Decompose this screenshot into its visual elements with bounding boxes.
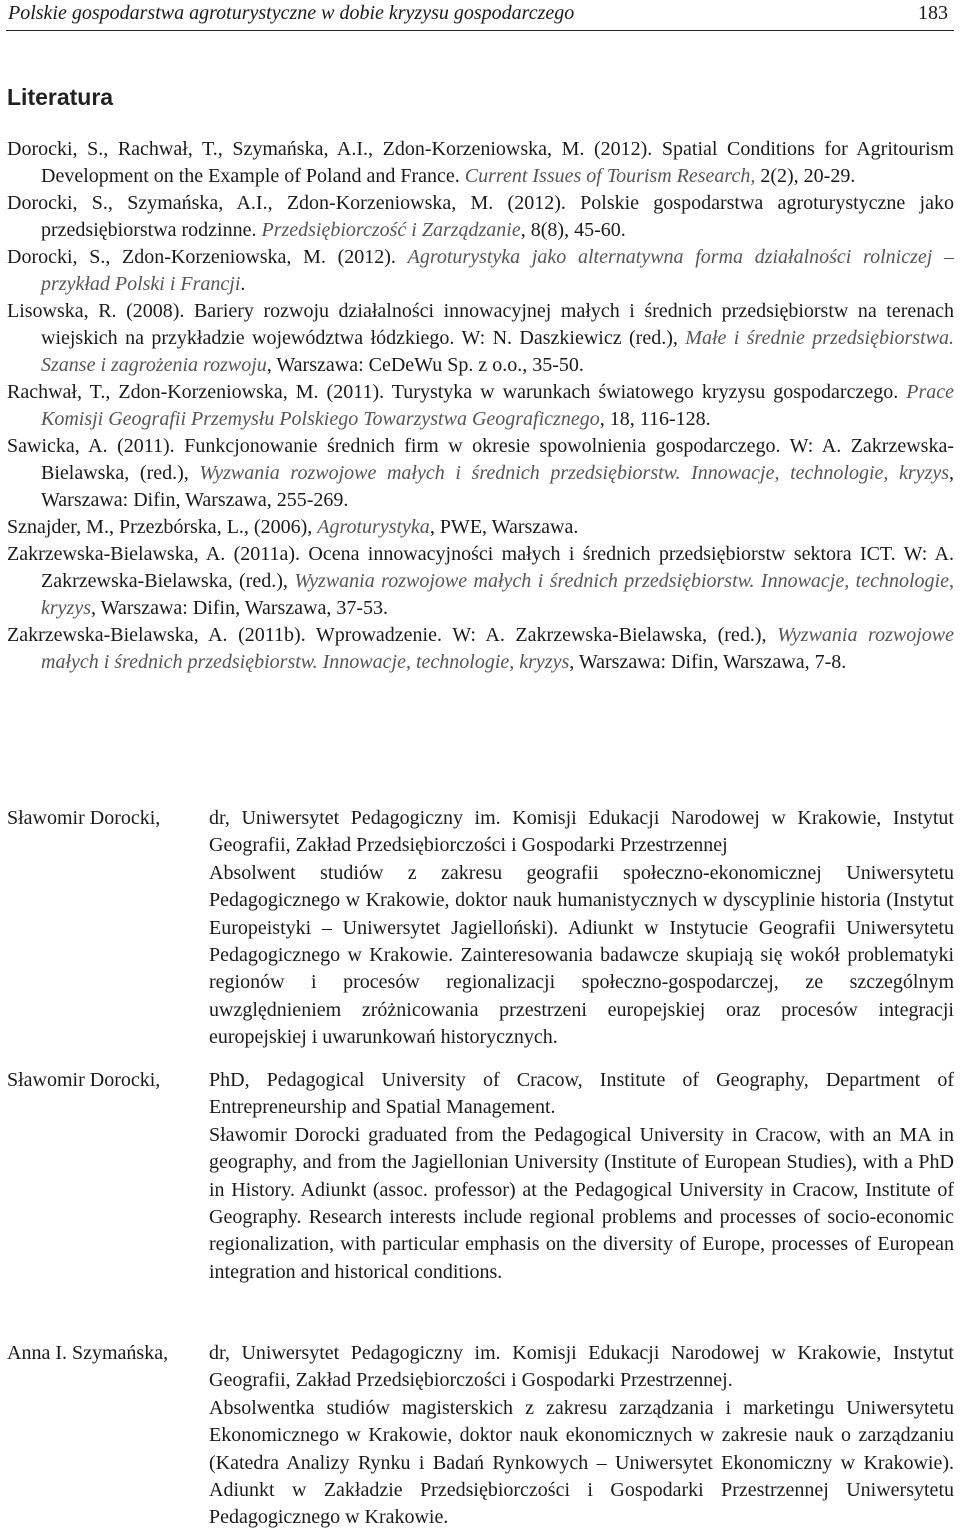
author-bio-text [209,1340,954,1532]
reference-entry: Dorocki, S., Zdon-Korzeniowska, M. (2012). Agroturystyka jako alternatywna forma działalności rolniczej – przykład Polski i Francji. [7,246,954,295]
reference-entry: Dorocki, S., Szymańska, A.I., Zdon-Korzeniowska, M. (2012). Polskie gospodarstwa agroturystyczne jako przedsiębiorstwa rodzinne. Przedsiębiorczość i Zarządzanie, 8(8), 45-60. [7,192,954,241]
author-description: Sławomir Dorocki graduated from the Pedagogical University in Cracow, with an MA in geography, and from the Jagiellonian University (Institute of European Studies), with a PhD in History. Adiunkt (assoc. professor) at the Pedagogical University in Cracow, Institute of Geography. Research interests include regional problems and processes of socio-economic regionalization, with particular emphasis on the diversity of Europe, processes of European integration and historical conditions. [209,1123,954,1283]
author-affiliation: dr, Uniwersytet Pedagogiczny im. Komisji Edukacji Narodowej w Krakowie, Instytut Geografii, Zakład Przedsiębiorczości i Gospodarki Przestrzennej [209,807,954,857]
author-name: Sławomir Dorocki, [7,807,161,829]
author-description: Absolwentka studiów magisterskich z zakresu zarządzania i marketingu Uniwersytetu Ekonomicznego w Krakowie, doktor nauk ekonomicznych w zakresie nauk o zarządzaniu (Katedra Analizy Rynku i Badań Rynkowych – Uniwersytet Ekonomiczny w Krakowie). Adiunkt w Zakładzie Przedsiębiorczości i Gospodarki Przestrzennej Uniwersytetu Pedagogicznego w Krakowie. [209,1396,954,1529]
author-description: Absolwent studiów z zakresu geografii społeczno-ekonomicznej Uniwersytetu Pedagogicznego w Krakowie, doktor nauk humanistycznych w dyscyplinie historia (Instytut Europeistyki – Uniwersytet Jagielloński). Adiunkt w Instytucie Geografii Uniwersytetu Pedagogicznego w Krakowie. Zainteresowania badawcze skupiają się wokół problematyki regionów i procesów regionalizacji społeczno-gospodarczej, ze szczególnym uwzględnieniem zróżnicowania przestrzeni europejskiej oraz procesów integracji europejskiej i uwarunkowań historycznych. [209,861,954,1049]
reference-entry: Zakrzewska-Bielawska, A. (2011b). Wprowadzenie. W: A. Zakrzewska-Bielawska, (red.), Wyzwania rozwojowe małych i średnich przedsiębiorstw. Innowacje, technologie, kryzys, Warszawa: Difin, Warszawa, 7-8. [7,624,954,673]
author-bio-text [209,1067,954,1286]
reference-entry: Zakrzewska-Bielawska, A. (2011a). Ocena innowacyjności małych i średnich przedsiębiorstw sektora ICT. W: A. Zakrzewska-Bielawska, (red.), Wyzwania rozwojowe małych i średnich przedsiębiorstw. Innowacje, technologie, kryzys, Warszawa: Difin, Warszawa, 37-53. [7,543,954,619]
author-name: Sławomir Dorocki, [7,1069,161,1091]
page-number: 183 [918,2,948,24]
reference-entry: Sznajder, M., Przezbórska, L., (2006), Agroturystyka, PWE, Warszawa. [7,516,579,538]
author-bio-text [209,805,954,1052]
running-header [6,0,954,31]
author-affiliation: dr, Uniwersytet Pedagogiczny im. Komisji Edukacji Narodowej w Krakowie, Instytut Geografii, Zakład Przedsiębiorczości i Gospodarki Przestrzennej. [209,1342,954,1392]
running-title: Polskie gospodarstwa agroturystyczne w dobie kryzysu gospodarczego [8,2,575,24]
reference-entry: Dorocki, S., Rachwał, T., Szymańska, A.I., Zdon-Korzeniowska, M. (2012). Spatial Conditions for Agritourism Development on the Example of Poland and France. Current Issues of Tourism Research, 2(2), 20-29. [7,138,954,187]
author-bio [7,805,954,1052]
reference-list [7,136,954,676]
reference-entry: Sawicka, A. (2011). Funkcjonowanie średnich firm w okresie spowolnienia gospodarczego. W: A. Zakrzewska-Bielawska, (red.), Wyzwania rozwojowe małych i średnich przedsiębiorstw. Innowacje, technologie, kryzys, Warszawa: Difin, Warszawa, 255-269. [7,435,954,511]
author-bio [7,1067,954,1286]
author-name: Anna I. Szymańska, [7,1342,169,1364]
reference-entry: Lisowska, R. (2008). Bariery rozwoju działalności innowacyjnej małych i średnich przedsiębiorstw na terenach wiejskich na przykładzie województwa łódzkiego. W: N. Daszkiewicz (red.), Małe i średnie przedsiębiorstwa. Szanse i zagrożenia rozwoju, Warszawa: CeDeWu Sp. z o.o., 35-50. [7,300,954,376]
author-affiliation: PhD, Pedagogical University of Cracow, Institute of Geography, Department of Entrepreneurship and Spatial Management. [209,1069,954,1119]
section-title: Literatura [7,84,114,110]
author-bio [7,1340,954,1532]
reference-entry: Rachwał, T., Zdon-Korzeniowska, M. (2011). Turystyka w warunkach światowego kryzysu gospodarczego. Prace Komisji Geografii Przemysłu Polskiego Towarzystwa Geograficznego, 18, 116-128. [7,381,954,430]
